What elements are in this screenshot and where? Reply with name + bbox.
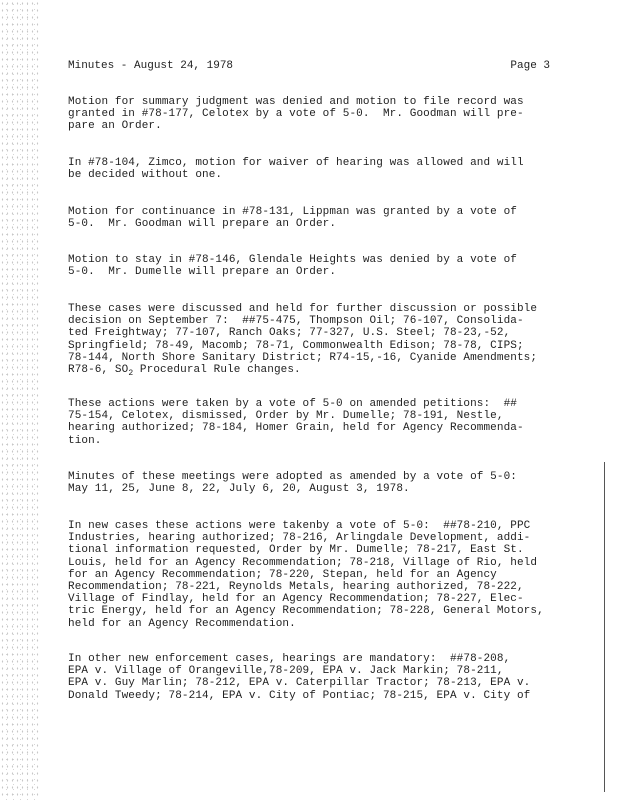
text-line: Village of Findlay, held for an Agency Recommendation; 78-227, Elec- (68, 593, 524, 606)
page-number: Page 3 (510, 60, 550, 72)
text-line: Donald Tweedy; 78-214, EPA v. City of Pontiac; 78-215, EPA v. City of (68, 689, 531, 702)
paragraph-zimco (68, 157, 568, 181)
text-line-so2 (68, 364, 568, 379)
text-line: In new cases these actions were takenby a vote of 5-0: ##78-210, PPC (68, 520, 531, 532)
scan-edge-noise (0, 0, 40, 800)
paragraph-minutes-adopted (68, 471, 568, 495)
text-line: 75-154, Celotex, dismissed, Order by Mr. Dumelle; 78-191, Nestle, (68, 410, 504, 423)
paragraph-new-cases (68, 520, 568, 630)
text-line: EPA v. Guy Marlin; 78-212, EPA v. Caterpillar Tractor; 78-213, EPA v. (68, 677, 531, 690)
text-line: Motion for summary judgment was denied and motion to file record was (68, 96, 524, 108)
text-line: May 11, 25, June 8, 22, July 6, 20, August 3, 1978. (68, 483, 410, 496)
paragraph-amended-petitions (68, 398, 568, 447)
text-fragment: Procedural Rule changes. (133, 364, 301, 377)
text-line: These actions were taken by a vote of 5-0 on amended petitions: ## (68, 398, 517, 410)
text-line: pare an Order. (68, 120, 162, 133)
paragraph-glendale-heights (68, 254, 568, 278)
text-line: granted in #78-177, Celotex by a vote of 5-0. Mr. Goodman will pre- (68, 108, 524, 121)
text-line: tric Energy, held for an Agency Recommendation; 78-228, General Motors, (68, 605, 544, 618)
minutes-title: Minutes - August 24, 1978 (68, 60, 234, 72)
text-line: 78-144, North Shore Sanitary District; R74-15,-16, Cyanide Amendments; (68, 351, 538, 364)
paragraph-enforcement-cases (68, 653, 568, 702)
text-line: held for an Agency Recommendation. (68, 617, 296, 630)
paragraph-held-cases (68, 303, 568, 379)
text-line: ted Freightway; 77-107, Ranch Oaks; 77-327, U.S. Steel; 78-23,-52, (68, 327, 511, 340)
text-line: tional information requested, Order by Mr. Dumelle; 78-217, East St. (68, 544, 524, 557)
paragraph-lippman (68, 206, 568, 230)
text-line: Minutes of these meetings were adopted as amended by a vote of 5-0: (68, 471, 517, 483)
text-line: Recommendation; 78-221, Reynolds Metals, hearing authorized, 78-222, (68, 581, 524, 594)
text-line: hearing authorized; 78-184, Homer Grain, held for Agency Recommenda- (68, 422, 524, 435)
text-line: for an Agency Recommendation; 78-220, Stepan, held for an Agency (68, 568, 497, 581)
text-line: Louis, held for an Agency Recommendation; 78-218, Village of Rio, held (68, 556, 538, 569)
text-line: These cases were discussed and held for further discussion or possible (68, 303, 538, 315)
text-line: Motion to stay in #78-146, Glendale Heights was denied by a vote of (68, 254, 517, 266)
text-line: In #78-104, Zimco, motion for waiver of hearing was allowed and will (68, 157, 524, 169)
text-line: 5-0. Mr. Goodman will prepare an Order. (68, 218, 337, 231)
text-line: Industries, hearing authorized; 78-216, Arlingdale Development, addi- (68, 532, 531, 545)
text-line: Motion for continuance in #78-131, Lippman was granted by a vote of (68, 206, 517, 218)
text-line: be decided without one. (68, 169, 223, 182)
text-line: Springfield; 78-49, Macomb; 78-71, Commonwealth Edison; 78-78, CIPS; (68, 339, 524, 352)
text-line: tion. (68, 434, 102, 447)
text-line: 5-0. Mr. Dumelle will prepare an Order. (68, 266, 337, 279)
subscript: 2 (128, 369, 134, 379)
text-line: decision on September 7: ##75-475, Thompson Oil; 76-107, Consolida- (68, 315, 524, 328)
margin-rule (604, 462, 605, 792)
paragraph-summary-judgment (68, 96, 568, 133)
text-line: EPA v. Village of Orangeville,78-209, EPA v. Jack Markin; 78-211, (68, 665, 504, 678)
text-line: In other new enforcement cases, hearings are mandatory: ##78-208, (68, 653, 511, 665)
text-fragment: R78-6, SO (68, 364, 129, 377)
